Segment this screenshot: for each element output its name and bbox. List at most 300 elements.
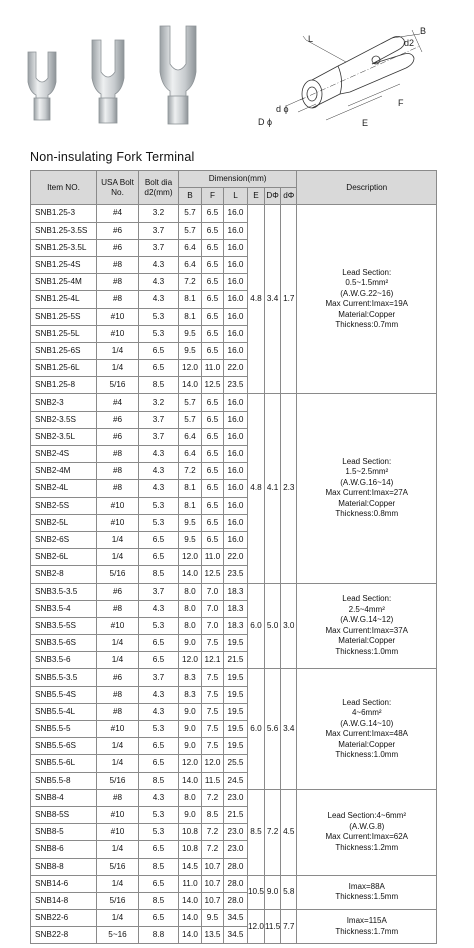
dim-l-cell: 18.3 — [224, 600, 248, 617]
header-dimension: Dimension(mm) — [179, 171, 297, 188]
usa-bolt-cell: #6 — [97, 239, 139, 256]
dim-b-cell: 5.7 — [179, 394, 202, 411]
dim-f-cell: 7.5 — [202, 686, 224, 703]
bolt-dia-cell: 8.5 — [139, 858, 179, 875]
item-no-cell: SNB5.5-6L — [31, 755, 97, 772]
dim-l-cell: 16.0 — [224, 480, 248, 497]
bolt-dia-cell: 8.5 — [139, 772, 179, 789]
dim-b-cell: 5.7 — [179, 222, 202, 239]
bolt-dia-cell: 6.5 — [139, 738, 179, 755]
dim-b-cell: 8.3 — [179, 669, 202, 686]
item-no-cell: SNB1.25-3.5S — [31, 222, 97, 239]
dim-l-cell: 16.0 — [224, 325, 248, 342]
dim-f-cell: 6.5 — [202, 531, 224, 548]
dim-b-cell: 10.8 — [179, 841, 202, 858]
dim-b-cell: 5.7 — [179, 411, 202, 428]
usa-bolt-cell: 1/4 — [97, 342, 139, 359]
table-row — [31, 394, 437, 411]
header-Dphi: DΦ — [264, 188, 280, 205]
dim-f-cell: 6.5 — [202, 205, 224, 222]
bolt-dia-cell: 5.3 — [139, 514, 179, 531]
label-Dphi: D ϕ — [258, 117, 273, 127]
usa-bolt-cell: 1/4 — [97, 360, 139, 377]
bolt-dia-cell: 6.5 — [139, 910, 179, 927]
dim-f-cell: 12.5 — [202, 377, 224, 394]
dim-b-cell: 8.1 — [179, 480, 202, 497]
dim-l-cell: 16.0 — [224, 463, 248, 480]
dim-dphi-cell: 4.5 — [281, 789, 297, 875]
usa-bolt-cell: #8 — [97, 463, 139, 480]
bolt-dia-cell: 4.3 — [139, 480, 179, 497]
dim-f-cell: 6.5 — [202, 239, 224, 256]
usa-bolt-cell: #10 — [97, 497, 139, 514]
item-no-cell: SNB1.25-6L — [31, 360, 97, 377]
item-no-cell: SNB2-6L — [31, 549, 97, 566]
dim-l-cell: 28.0 — [224, 858, 248, 875]
description-cell — [297, 910, 437, 944]
bolt-dia-cell: 6.5 — [139, 652, 179, 669]
description-line: Lead Section: — [342, 594, 392, 604]
dim-f-cell: 6.5 — [202, 411, 224, 428]
item-no-cell: SNB2-8 — [31, 566, 97, 583]
dim-f-cell: 7.5 — [202, 669, 224, 686]
dim-e-cell: 4.8 — [248, 205, 265, 394]
dim-f-cell: 10.7 — [202, 892, 224, 909]
header-item-no: Item NO. — [31, 171, 97, 205]
dim-b-cell: 6.4 — [179, 446, 202, 463]
bolt-dia-cell: 3.2 — [139, 394, 179, 411]
usa-bolt-cell: #6 — [97, 411, 139, 428]
dim-b-cell: 9.0 — [179, 721, 202, 738]
dim-l-cell: 16.0 — [224, 411, 248, 428]
description-line: (A.W.G.8) — [349, 821, 385, 831]
dim-l-cell: 22.0 — [224, 360, 248, 377]
dim-b-cell: 9.5 — [179, 325, 202, 342]
table-row — [31, 875, 437, 892]
item-no-cell: SNB14-8 — [31, 892, 97, 909]
table-row — [31, 910, 437, 927]
description-line: Lead Section: — [342, 267, 392, 277]
usa-bolt-cell: #10 — [97, 824, 139, 841]
bolt-dia-cell: 5.3 — [139, 806, 179, 823]
dim-l-cell: 19.5 — [224, 669, 248, 686]
dim-l-cell: 16.0 — [224, 394, 248, 411]
item-no-cell: SNB3.5-6 — [31, 652, 97, 669]
bolt-dia-cell: 6.5 — [139, 755, 179, 772]
dim-l-cell: 23.5 — [224, 377, 248, 394]
item-no-cell: SNB1.25-3 — [31, 205, 97, 222]
dim-e-cell: 8.5 — [248, 789, 265, 875]
bolt-dia-cell: 4.3 — [139, 789, 179, 806]
description-line: Thickness:1.2mm — [335, 842, 399, 852]
dim-f-cell: 6.5 — [202, 342, 224, 359]
usa-bolt-cell: 1/4 — [97, 755, 139, 772]
page-title: Non-insulating Fork Terminal — [30, 150, 195, 164]
description-line: 2.5~4mm² — [348, 604, 385, 614]
dim-l-cell: 16.0 — [224, 239, 248, 256]
dim-b-cell: 9.5 — [179, 342, 202, 359]
dim-b-cell: 14.0 — [179, 377, 202, 394]
dim-l-cell: 19.5 — [224, 635, 248, 652]
bolt-dia-cell: 3.7 — [139, 583, 179, 600]
bolt-dia-cell: 8.5 — [139, 377, 179, 394]
bolt-dia-cell: 4.3 — [139, 274, 179, 291]
item-no-cell: SNB2-4M — [31, 463, 97, 480]
dim-b-cell: 14.0 — [179, 772, 202, 789]
dim-b-cell: 9.0 — [179, 635, 202, 652]
description-line: (A.W.G.14~10) — [340, 718, 394, 728]
table-header — [31, 171, 437, 205]
item-no-cell: SNB8-5 — [31, 824, 97, 841]
description-line: Material:Copper — [338, 739, 396, 749]
dim-b-cell: 8.1 — [179, 308, 202, 325]
dim-dphi-cell: 1.7 — [281, 205, 297, 394]
dim-l-cell: 19.5 — [224, 686, 248, 703]
dim-l-cell: 16.0 — [224, 342, 248, 359]
dim-b-cell: 8.3 — [179, 686, 202, 703]
dim-l-cell: 16.0 — [224, 222, 248, 239]
dim-b-cell: 9.0 — [179, 703, 202, 720]
table-row — [31, 669, 437, 686]
usa-bolt-cell: #8 — [97, 274, 139, 291]
bolt-dia-cell: 3.7 — [139, 669, 179, 686]
dim-b-cell: 6.4 — [179, 256, 202, 273]
usa-bolt-cell: 5/16 — [97, 892, 139, 909]
dim-l-cell: 16.0 — [224, 531, 248, 548]
dim-l-cell: 23.0 — [224, 789, 248, 806]
dim-b-cell: 12.0 — [179, 549, 202, 566]
product-illustration — [0, 0, 474, 150]
header-dphi: dΦ — [281, 188, 297, 205]
description-line: Imax=88A — [348, 881, 385, 891]
dim-e-cell: 12.0 — [248, 910, 265, 944]
dim-l-cell: 16.0 — [224, 274, 248, 291]
bolt-dia-cell: 4.3 — [139, 256, 179, 273]
bolt-dia-cell: 6.5 — [139, 841, 179, 858]
dim-b-cell: 8.0 — [179, 789, 202, 806]
item-no-cell: SNB5.5-4L — [31, 703, 97, 720]
description-line: Material:Copper — [338, 309, 396, 319]
dim-b-cell: 14.0 — [179, 910, 202, 927]
dim-f-cell: 6.5 — [202, 497, 224, 514]
label-L: L — [308, 34, 314, 44]
dim-dphi-cell: 7.2 — [264, 789, 280, 875]
description-line: Imax=115A — [346, 916, 387, 926]
header-B: B — [179, 188, 202, 205]
specification-table — [30, 170, 437, 944]
description-line: Lead Section:4~6mm² — [327, 811, 407, 821]
usa-bolt-cell: 1/4 — [97, 875, 139, 892]
usa-bolt-cell: 5/16 — [97, 377, 139, 394]
usa-bolt-cell: #4 — [97, 394, 139, 411]
bolt-dia-cell: 4.3 — [139, 291, 179, 308]
dim-e-cell: 6.0 — [248, 583, 265, 669]
dim-l-cell: 18.3 — [224, 583, 248, 600]
dim-f-cell: 7.5 — [202, 703, 224, 720]
dim-f-cell: 10.7 — [202, 858, 224, 875]
dim-l-cell: 25.5 — [224, 755, 248, 772]
description-line: Material:Copper — [338, 498, 396, 508]
usa-bolt-cell: #8 — [97, 291, 139, 308]
terminal-photo-medium — [92, 40, 124, 123]
bolt-dia-cell: 4.3 — [139, 446, 179, 463]
usa-bolt-cell: #8 — [97, 686, 139, 703]
dim-f-cell: 12.1 — [202, 652, 224, 669]
usa-bolt-cell: #10 — [97, 806, 139, 823]
dim-f-cell: 13.5 — [202, 927, 224, 944]
usa-bolt-cell: #10 — [97, 308, 139, 325]
usa-bolt-cell: 1/4 — [97, 652, 139, 669]
dim-f-cell: 7.0 — [202, 617, 224, 634]
bolt-dia-cell: 4.3 — [139, 600, 179, 617]
dim-b-cell: 8.0 — [179, 600, 202, 617]
label-F: F — [398, 98, 404, 108]
description-line: Lead Section: — [342, 697, 392, 707]
dim-b-cell: 10.8 — [179, 824, 202, 841]
item-no-cell: SNB8-6 — [31, 841, 97, 858]
usa-bolt-cell: 5/16 — [97, 566, 139, 583]
bolt-dia-cell: 6.5 — [139, 531, 179, 548]
dim-l-cell: 24.5 — [224, 772, 248, 789]
item-no-cell: SNB22-8 — [31, 927, 97, 944]
dim-dphi-cell: 5.8 — [281, 875, 297, 909]
dim-l-cell: 23.5 — [224, 566, 248, 583]
item-no-cell: SNB2-3.5L — [31, 428, 97, 445]
dim-b-cell: 7.2 — [179, 463, 202, 480]
usa-bolt-cell: #8 — [97, 703, 139, 720]
item-no-cell: SNB2-4L — [31, 480, 97, 497]
dim-dphi-cell: 3.0 — [281, 583, 297, 669]
dim-b-cell: 8.1 — [179, 497, 202, 514]
dim-b-cell: 8.1 — [179, 291, 202, 308]
dim-f-cell: 12.5 — [202, 566, 224, 583]
dim-b-cell: 12.0 — [179, 652, 202, 669]
dim-f-cell: 6.5 — [202, 463, 224, 480]
item-no-cell: SNB22-6 — [31, 910, 97, 927]
label-dphi: d ϕ — [276, 104, 289, 114]
bolt-dia-cell: 3.7 — [139, 239, 179, 256]
description-cell — [297, 669, 437, 789]
dim-f-cell: 7.5 — [202, 635, 224, 652]
dim-b-cell: 6.4 — [179, 239, 202, 256]
dim-f-cell: 9.5 — [202, 910, 224, 927]
dim-b-cell: 14.0 — [179, 566, 202, 583]
usa-bolt-cell: 1/4 — [97, 531, 139, 548]
bolt-dia-cell: 3.7 — [139, 222, 179, 239]
dim-f-cell: 7.2 — [202, 841, 224, 858]
dim-f-cell: 6.5 — [202, 325, 224, 342]
item-no-cell: SNB5.5-8 — [31, 772, 97, 789]
dim-l-cell: 22.0 — [224, 549, 248, 566]
dim-b-cell: 14.0 — [179, 927, 202, 944]
terminal-photo-small — [28, 52, 56, 120]
dim-e-cell: 6.0 — [248, 669, 265, 789]
dim-f-cell: 12.0 — [202, 755, 224, 772]
item-no-cell: SNB1.25-4M — [31, 274, 97, 291]
dim-f-cell: 6.5 — [202, 308, 224, 325]
description-line: Thickness:1.5mm — [335, 892, 399, 902]
dim-f-cell: 7.0 — [202, 600, 224, 617]
dim-f-cell: 11.0 — [202, 549, 224, 566]
dim-f-cell: 6.5 — [202, 274, 224, 291]
usa-bolt-cell: #6 — [97, 583, 139, 600]
dim-dphi-cell: 5.0 — [264, 583, 280, 669]
dim-f-cell: 6.5 — [202, 222, 224, 239]
header-F: F — [202, 188, 224, 205]
description-line: Thickness:0.7mm — [335, 320, 399, 330]
item-no-cell: SNB1.25-3.5L — [31, 239, 97, 256]
dim-dphi-cell: 11.5 — [264, 910, 280, 944]
dim-f-cell: 6.5 — [202, 291, 224, 308]
item-no-cell: SNB3.5-4 — [31, 600, 97, 617]
item-no-cell: SNB5.5-5 — [31, 721, 97, 738]
header-usa-bolt: USA Bolt No. — [97, 171, 139, 205]
item-no-cell: SNB3.5-3.5 — [31, 583, 97, 600]
description-line: Thickness:1.0mm — [335, 750, 399, 760]
item-no-cell: SNB2-4S — [31, 446, 97, 463]
usa-bolt-cell: 5/16 — [97, 858, 139, 875]
bolt-dia-cell: 6.5 — [139, 549, 179, 566]
usa-bolt-cell: 1/4 — [97, 549, 139, 566]
usa-bolt-cell: #8 — [97, 480, 139, 497]
dim-b-cell: 9.0 — [179, 738, 202, 755]
dim-b-cell: 9.0 — [179, 806, 202, 823]
bolt-dia-cell: 4.3 — [139, 686, 179, 703]
usa-bolt-cell: #8 — [97, 789, 139, 806]
bolt-dia-cell: 6.5 — [139, 360, 179, 377]
item-no-cell: SNB8-4 — [31, 789, 97, 806]
description-line: Max Current:Imax=62A — [325, 832, 408, 842]
item-no-cell: SNB5.5-6S — [31, 738, 97, 755]
item-no-cell: SNB5.5-4S — [31, 686, 97, 703]
dim-f-cell: 6.5 — [202, 428, 224, 445]
bolt-dia-cell: 5.3 — [139, 325, 179, 342]
dim-e-cell: 4.8 — [248, 394, 265, 583]
table-row — [31, 583, 437, 600]
bolt-dia-cell: 3.7 — [139, 411, 179, 428]
usa-bolt-cell: #10 — [97, 721, 139, 738]
description-line: 1.5~2.5mm² — [345, 467, 389, 477]
bolt-dia-cell: 4.3 — [139, 703, 179, 720]
usa-bolt-cell: #6 — [97, 428, 139, 445]
header-E: E — [248, 188, 265, 205]
usa-bolt-cell: #8 — [97, 446, 139, 463]
dim-dphi-cell: 9.0 — [264, 875, 280, 909]
dim-dphi-cell: 2.3 — [281, 394, 297, 583]
usa-bolt-cell: #10 — [97, 325, 139, 342]
item-no-cell: SNB2-6S — [31, 531, 97, 548]
bolt-dia-cell: 6.5 — [139, 342, 179, 359]
dim-f-cell: 6.5 — [202, 480, 224, 497]
item-no-cell: SNB1.25-4L — [31, 291, 97, 308]
bolt-dia-cell: 8.5 — [139, 892, 179, 909]
dim-l-cell: 34.5 — [224, 910, 248, 927]
usa-bolt-cell: 1/4 — [97, 910, 139, 927]
dim-f-cell: 6.5 — [202, 514, 224, 531]
description-line: 4~6mm² — [351, 708, 382, 718]
description-line: Max Current:Imax=27A — [325, 488, 408, 498]
item-no-cell: SNB1.25-6S — [31, 342, 97, 359]
description-line: (A.W.G.22~16) — [340, 288, 394, 298]
diagram-labels — [258, 26, 426, 128]
dim-e-cell: 10.5 — [248, 875, 265, 909]
usa-bolt-cell: 1/4 — [97, 841, 139, 858]
item-no-cell: SNB3.5-6S — [31, 635, 97, 652]
table-body — [31, 205, 437, 944]
bolt-dia-cell: 8.5 — [139, 566, 179, 583]
description-line: 0.5~1.5mm² — [345, 278, 389, 288]
dim-f-cell: 10.7 — [202, 875, 224, 892]
item-no-cell: SNB3.5-5S — [31, 617, 97, 634]
usa-bolt-cell: #10 — [97, 617, 139, 634]
dim-b-cell: 12.0 — [179, 360, 202, 377]
bolt-dia-cell: 5.3 — [139, 497, 179, 514]
dim-b-cell: 8.0 — [179, 583, 202, 600]
item-no-cell: SNB2-5L — [31, 514, 97, 531]
usa-bolt-cell: #8 — [97, 256, 139, 273]
bolt-dia-cell: 8.8 — [139, 927, 179, 944]
usa-bolt-cell: 1/4 — [97, 738, 139, 755]
bolt-dia-cell: 6.5 — [139, 635, 179, 652]
dim-f-cell: 8.5 — [202, 806, 224, 823]
dim-l-cell: 23.0 — [224, 824, 248, 841]
dim-f-cell: 7.2 — [202, 824, 224, 841]
table-row — [31, 789, 437, 806]
label-d2: d2 — [404, 38, 415, 48]
item-no-cell: SNB8-5S — [31, 806, 97, 823]
dim-l-cell: 18.3 — [224, 617, 248, 634]
description-line: Max Current:Imax=37A — [325, 625, 408, 635]
dim-f-cell: 7.0 — [202, 583, 224, 600]
description-line: Thickness:1.0mm — [335, 646, 399, 656]
dim-l-cell: 16.0 — [224, 308, 248, 325]
bolt-dia-cell: 5.3 — [139, 308, 179, 325]
dim-l-cell: 16.0 — [224, 446, 248, 463]
dim-b-cell: 11.0 — [179, 875, 202, 892]
terminal-photo-large — [160, 26, 196, 124]
description-line: (A.W.G.14~12) — [340, 615, 394, 625]
dim-f-cell: 6.5 — [202, 256, 224, 273]
usa-bolt-cell: #8 — [97, 600, 139, 617]
usa-bolt-cell: 5/16 — [97, 772, 139, 789]
dim-b-cell: 14.0 — [179, 892, 202, 909]
dim-b-cell: 12.0 — [179, 755, 202, 772]
description-line: (A.W.G.16~14) — [340, 477, 394, 487]
dim-l-cell: 21.5 — [224, 652, 248, 669]
usa-bolt-cell: #4 — [97, 205, 139, 222]
dim-b-cell: 14.5 — [179, 858, 202, 875]
usa-bolt-cell: #10 — [97, 514, 139, 531]
table-row — [31, 205, 437, 222]
item-no-cell: SNB2-3.5S — [31, 411, 97, 428]
item-no-cell: SNB2-3 — [31, 394, 97, 411]
description-line: Thickness:0.8mm — [335, 509, 399, 519]
dim-l-cell: 19.5 — [224, 703, 248, 720]
dim-l-cell: 19.5 — [224, 738, 248, 755]
description-line: Lead Section: — [342, 456, 392, 466]
header-bolt-dia: Bolt dia d2(mm) — [139, 171, 179, 205]
dim-l-cell: 28.0 — [224, 875, 248, 892]
dim-l-cell: 28.0 — [224, 892, 248, 909]
description-line: Max Current:Imax=48A — [325, 729, 408, 739]
description-cell — [297, 205, 437, 394]
description-line: Max Current:Imax=19A — [325, 299, 408, 309]
dim-l-cell: 21.5 — [224, 806, 248, 823]
usa-bolt-cell: #6 — [97, 222, 139, 239]
bolt-dia-cell: 4.3 — [139, 463, 179, 480]
item-no-cell: SNB1.25-5L — [31, 325, 97, 342]
dim-b-cell: 6.4 — [179, 428, 202, 445]
